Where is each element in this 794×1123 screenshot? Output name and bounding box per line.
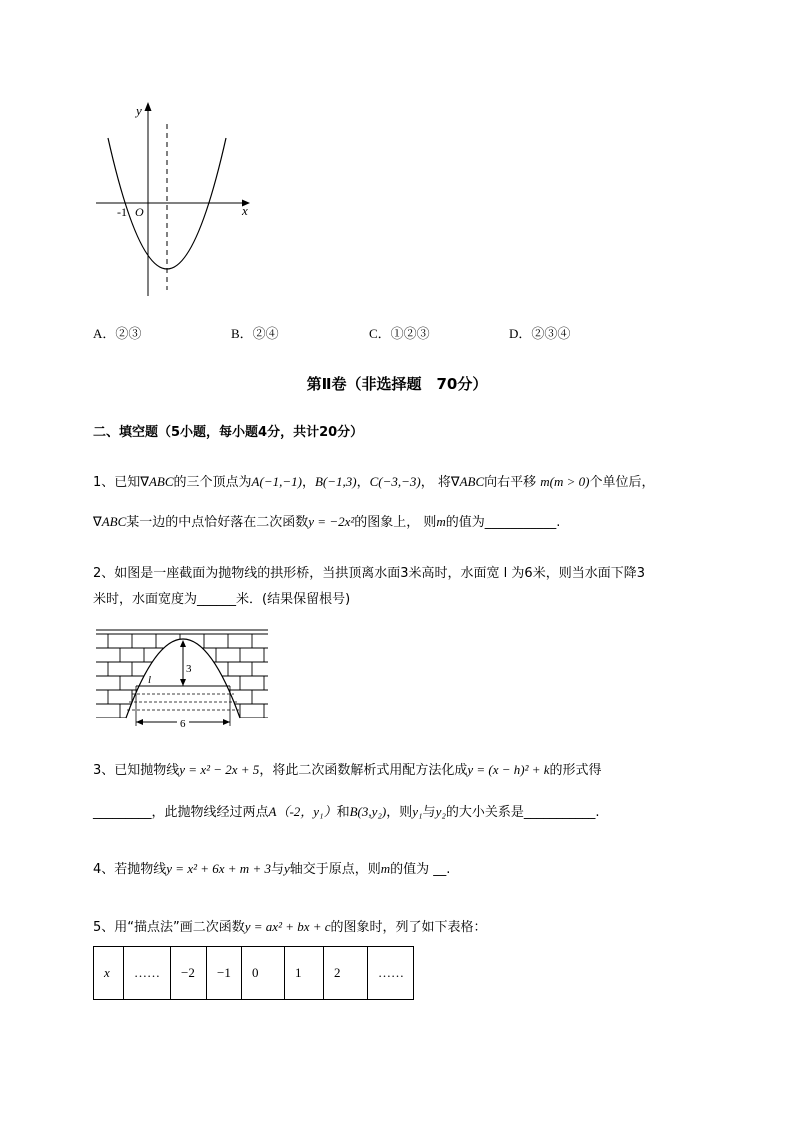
q4-function: y = x² + 6x + m + 3 bbox=[166, 861, 271, 876]
q3-y1: y₁ bbox=[412, 804, 423, 819]
origin-label: O bbox=[135, 205, 144, 219]
q5-text: 5、用“描点法”画二次函数 bbox=[93, 920, 245, 935]
table-cell: 1 bbox=[285, 947, 324, 1000]
q1-shift: m(m > 0) bbox=[540, 474, 590, 489]
section-title: 第Ⅱ卷（非选择题 70分） bbox=[306, 375, 488, 393]
height-arrow-down-icon bbox=[180, 679, 186, 686]
q1-text: 的图象上， 则 bbox=[354, 515, 437, 530]
table-cell: −2 bbox=[171, 947, 207, 1000]
q3-text: 的形式得 bbox=[549, 763, 602, 778]
q1-m: m bbox=[436, 514, 446, 529]
q3-answer-blank-1[interactable]: _________，此抛物线经过两点 bbox=[93, 805, 269, 820]
q1-text: ∇ bbox=[93, 515, 102, 530]
height-label: 3 bbox=[186, 663, 192, 675]
table-cell: −1 bbox=[207, 947, 242, 1000]
table-row bbox=[94, 947, 414, 1000]
q3-y2: y₂ bbox=[435, 804, 446, 819]
y-axis-arrow-icon bbox=[145, 102, 152, 111]
q3-text: 3、已知抛物线 bbox=[93, 763, 180, 778]
parabola-graph bbox=[90, 98, 255, 300]
question-2-line-2: 米时，水面宽度为______米．(结果保留根号) bbox=[93, 592, 351, 607]
width-arrow-right-icon bbox=[223, 719, 230, 725]
q4-text: 轴交于原点，则 bbox=[289, 862, 381, 877]
x-axis-label: x bbox=[242, 203, 248, 218]
height-arrow-up-icon bbox=[180, 640, 186, 647]
q4-text: 与 bbox=[270, 862, 284, 877]
values-table bbox=[93, 946, 414, 1000]
q1-point-b: B(−1,3) bbox=[314, 474, 357, 489]
width-arrow-left-icon bbox=[136, 719, 143, 725]
q1-text: 个单位后， bbox=[589, 475, 655, 490]
option-d[interactable]: D．②③④ bbox=[509, 326, 571, 341]
q1-answer-blank[interactable]: 的值为___________. bbox=[445, 515, 561, 530]
table-cell: 2 bbox=[324, 947, 368, 1000]
q4-answer-blank[interactable]: 的值为 __. bbox=[390, 862, 451, 877]
q1-triangle: ABC bbox=[148, 474, 174, 489]
y-axis-label: y bbox=[136, 103, 142, 118]
q1-text: 某一边的中点恰好落在二次函数 bbox=[126, 515, 309, 530]
question-1-line-1: 1、已知∇ABC的三个顶点为A(−1,−1)，B(−1,3)，C(−3,−3)， 将∇ABC向右平移 m(m > 0)个单位后， bbox=[93, 474, 655, 490]
table-cell: x bbox=[94, 947, 124, 1000]
q1-text: 的三个顶点为 bbox=[173, 475, 252, 490]
q1-point-a: A(−1,−1) bbox=[251, 474, 302, 489]
width-label: 6 bbox=[180, 718, 186, 730]
q3-point-a: A（-2，y₁） bbox=[268, 804, 337, 819]
q3-function: y = x² − 2x + 5 bbox=[179, 762, 260, 777]
q5-text: 的图象时，列了如下表格： bbox=[330, 920, 487, 935]
q3-text: ，将此二次函数解析式用配方法化成 bbox=[259, 763, 468, 778]
q1-text: 1、已知∇ bbox=[93, 475, 149, 490]
q1-triangle: ABC bbox=[459, 474, 485, 489]
question-1-line-2 bbox=[93, 513, 560, 532]
q1-triangle: ABC bbox=[101, 514, 127, 529]
question-4 bbox=[93, 860, 450, 879]
l-label: l bbox=[148, 674, 152, 686]
q1-text: ， 将∇ bbox=[420, 475, 460, 490]
neg-one-label: -1 bbox=[117, 205, 127, 219]
q1-function: y = −2x² bbox=[308, 514, 355, 529]
question-3-line-1 bbox=[93, 761, 602, 780]
q4-m: m bbox=[380, 861, 391, 876]
q3-vertex-form: y = (x − h)² + k bbox=[467, 762, 550, 777]
q3-answer-blank-2[interactable]: 的大小关系是___________. bbox=[445, 805, 600, 820]
table-cell: …… bbox=[124, 947, 171, 1000]
option-c[interactable]: C．①②③ bbox=[369, 326, 430, 341]
q3-text: 和 bbox=[336, 805, 350, 820]
option-b[interactable]: B．②④ bbox=[231, 326, 279, 341]
q4-text: 4、若抛物线 bbox=[93, 862, 167, 877]
q1-text: 向右平移 bbox=[484, 475, 537, 490]
bridge-figure bbox=[96, 628, 268, 734]
q3-point-b: B(3,y₂) bbox=[349, 804, 387, 819]
question-2-line-1: 2、如图是一座截面为抛物线的拱形桥，当拱顶离水面3米高时，水面宽 l 为6米，则当水面下降3 bbox=[93, 566, 645, 581]
part-heading: 二、填空题（5小题，每小题4分，共计20分） bbox=[93, 425, 364, 440]
question-3-line-2 bbox=[93, 803, 600, 822]
table-cell: 0 bbox=[242, 947, 285, 1000]
option-a[interactable]: A．②③ bbox=[93, 326, 142, 341]
table-cell: …… bbox=[368, 947, 414, 1000]
q1-point-c: C(−3,−3) bbox=[369, 474, 421, 489]
q5-function: y = ax² + bx + c bbox=[244, 919, 331, 934]
question-5 bbox=[93, 918, 487, 937]
q3-text: ，则 bbox=[386, 805, 413, 820]
q3-text: 与 bbox=[422, 805, 436, 820]
q4-y: y bbox=[283, 861, 290, 876]
